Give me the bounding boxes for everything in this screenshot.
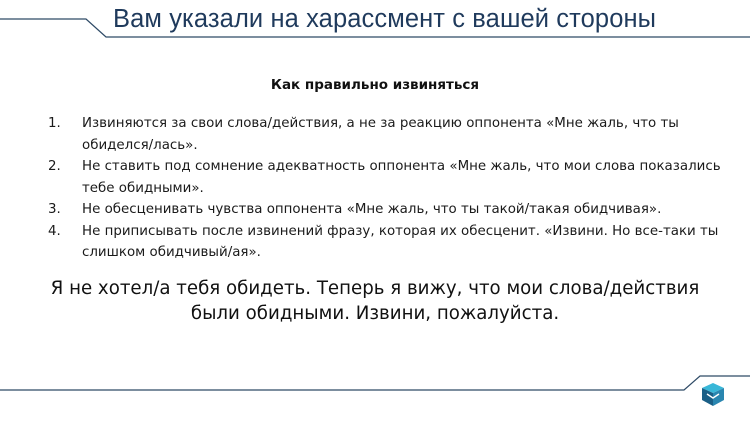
rules-list	[48, 113, 728, 264]
list-item-text: Не приписывать после извинений фразу, которая их обесценит. «Извини. Но все-таки ты слишком обидчивый/ая».	[82, 223, 719, 260]
list-item-text: Извиняются за свои слова/действия, а не за реакцию оппонента «Мне жаль, что ты обиделся/лась».	[82, 116, 679, 153]
list-item-number: 1.	[48, 116, 61, 131]
list-item	[48, 113, 728, 156]
list-item-text: Не ставить под сомнение адекватность оппонента «Мне жаль, что мои слова показались тебе обидными».	[82, 159, 721, 196]
example-apology-quote: Я не хотел/а тебя обидеть. Теперь я вижу, что мои слова/действия были обидными. Извини, пожалуйста.	[50, 278, 700, 324]
footer-decor	[0, 372, 750, 422]
list-item	[48, 199, 728, 221]
list-item-number: 4.	[48, 223, 61, 239]
footer-decor-line	[0, 376, 750, 390]
cube-logo-icon	[702, 383, 724, 406]
slide-title: Вам указали на харассмент с вашей стороны	[113, 5, 657, 33]
slide-subtitle: Как правильно извиняться	[270, 77, 480, 93]
list-item-text: Не обесценивать чувства оппонента «Мне жаль, что ты такой/такая обидчивая».	[82, 202, 662, 217]
list-item	[48, 221, 728, 264]
list-item-number: 3.	[48, 202, 61, 217]
list-item	[48, 156, 728, 199]
list-item-number: 2.	[48, 159, 61, 174]
